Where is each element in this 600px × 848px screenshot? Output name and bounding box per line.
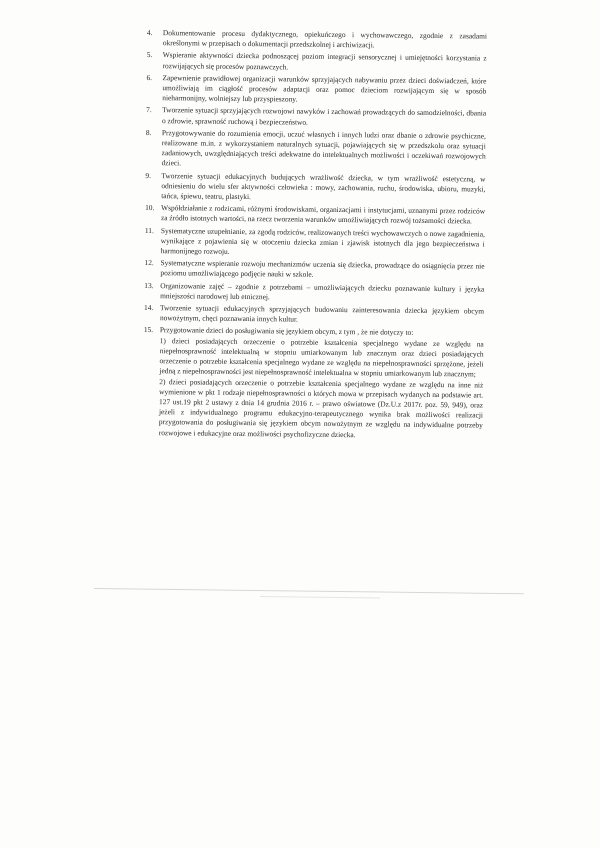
list-item: [147, 50, 487, 74]
item-text: Zapewnienie prawidłowej organizacji warunków sprzyjających nabywaniu przez dzieci doświadczeń, które umożliwiają im ciągłość procesów adaptacji oraz pomoc dzieciom rozwijającym się w sposób nieharmonijny, wolniejszy lub przyspieszony.: [162, 72, 487, 104]
item-text: Dokumentowanie procesu dydaktycznego, opiekuńczego i wychowawczego, zgodnie z zasadami określonymi w przepisach o dokumentacji przedszkolnej i archiwizacji.: [162, 28, 487, 50]
item-text: Organizowanie zajęć – zgodnie z potrzebami – umożliwiających dziecku poznawanie kultury i języka mniejszości narodowej lub etnicznej.: [160, 280, 485, 302]
item-text: Tworzenie sytuacji sprzyjających rozwojowi nawyków i zachowań prowadzących do samodzielności, dbania o zdrowie, sprawność ruchową i bezpieczeństwo.: [161, 105, 487, 127]
sub-item-1: 1) dzieci posiadających orzeczenie o potrzebie kształcenia specjalnego wydane ze względu na niepełnosprawność intelektualną w stopniu umiarkowanym lub znacznym oraz dzieci posiadających orzeczenie o potrzebie kształcenia specjalnego wydane ze względu na niepełnosprawności sprzężone, jeżeli jedną z niepełnosprawności jest niepełnosprawność intelektualna w stopniu umiarkowanym lub znacznym;: [159, 335, 484, 379]
item-text: Systematyczne uzupełnianie, za zgodą rodziców, realizowanych treści wychowawczych o nowe zagadnienia, wynikające z pojawienia się w otoczeniu dziecka zmian i zjawisk istotnych dla jego bezpieczeństwa i harmonijnego rozwoju.: [160, 225, 485, 256]
item-text: Wspieranie aktywności dziecka podnoszącej poziom integracji sensorycznej i umiejętności korzystania z rozwijających się procesów poznawczych.: [162, 50, 487, 72]
list-item: [145, 203, 485, 227]
item-text: Przygotowywanie do rozumienia emocji, uczuć własnych i innych ludzi oraz dbanie o zdrowie psychiczne, realizowane m.in. z wykorzystaniem naturalnych sytuacji, pojawiających się w przedszkolu oraz sytuacji zadaniowych, uwzględniających treści adekwatne do intelektualnych możliwości i oczekiwań rozwojowych dzieci.: [161, 127, 486, 168]
list-item: [144, 258, 484, 282]
item-text: Systematyczne wspieranie rozwoju mechanizmów uczenia się dziecka, prowadzące do osiągnięcia przez nie poziomu umożliwiającego podjęcie nauki w szkole.: [160, 258, 485, 280]
scan-artifact-line: [94, 588, 524, 594]
item-text: Tworzenie sytuacji edukacyjnych budujących wrażliwość dziecka, w tym wrażliwość estetyczną, w odniesieniu do wielu sfer aktywności człowieka : mowy, zachowania, ruchu, środowiska, ubioru, muzyki, tańca, śpiewu, teatru, plastyki.: [161, 170, 486, 202]
item-number: 15.: [143, 325, 154, 335]
item-number: 13.: [144, 280, 154, 290]
list-item: [144, 281, 484, 305]
list-item: [144, 303, 484, 327]
item-text: Współdziałanie z rodzicami, różnymi środowiskami, organizacjami i instytucjami, uznanymi przez rodziców za źródło istotnych wartości, na rzecz tworzenia warunków umożliwiających rozwój tożsamości dziecka.: [160, 203, 486, 226]
list-item: [146, 128, 486, 172]
numbered-list: [143, 28, 487, 441]
list-item: [146, 105, 486, 129]
item-number: 9.: [145, 170, 152, 180]
list-item: [145, 171, 485, 205]
item-text: Tworzenie sytuacji edukacyjnych sprzyjających budowaniu zainteresowania dziecka językiem obcym nowożytnym, chęci poznawania innych kultur.: [159, 303, 485, 324]
list-item: [143, 325, 484, 441]
item-number: 11.: [144, 225, 154, 235]
item-number: 7.: [146, 105, 152, 115]
list-item: [147, 28, 487, 52]
item-number: 8.: [145, 127, 152, 137]
list-item: [145, 226, 485, 260]
item-number: 4.: [146, 28, 153, 38]
item-number: 6.: [146, 72, 153, 82]
scan-artifact-line: [260, 596, 380, 598]
sub-item-2: 2) dzieci posiadających orzeczenie o potrzebie kształcenia specjalnego wydane ze względu na inne niż wymienione w pkt 1 rodzaje niepełnosprawności o których mowa w przepisach wydanych na podstawie art. 127 ust.19 pkt 2 ustawy z dnia 14 grudnia 2016 r. – prawo oświatowe (Dz.U.z 2017r. poz. 59, 949), oraz jeżeli z indywidualnego programu edukacyjno-terapeutycznego wynika brak możliwości realizacji przygotowania do posługiwania się językiem obcym nowożytnym ze względu na indywidualne potrzeby rozwojowe i edukacyjne oraz możliwości psychofizyczne dziecka.: [158, 376, 484, 439]
item-text: Przygotowanie dzieci do posługiwania się językiem obcym, z tym , że nie dotyczy to:: [159, 325, 414, 338]
item-number: 14.: [144, 303, 154, 313]
document-body: [143, 28, 487, 443]
item-number: 10.: [145, 203, 155, 213]
item-number: 5.: [146, 50, 153, 60]
list-item: [146, 73, 486, 107]
item-number: 12.: [144, 258, 154, 268]
